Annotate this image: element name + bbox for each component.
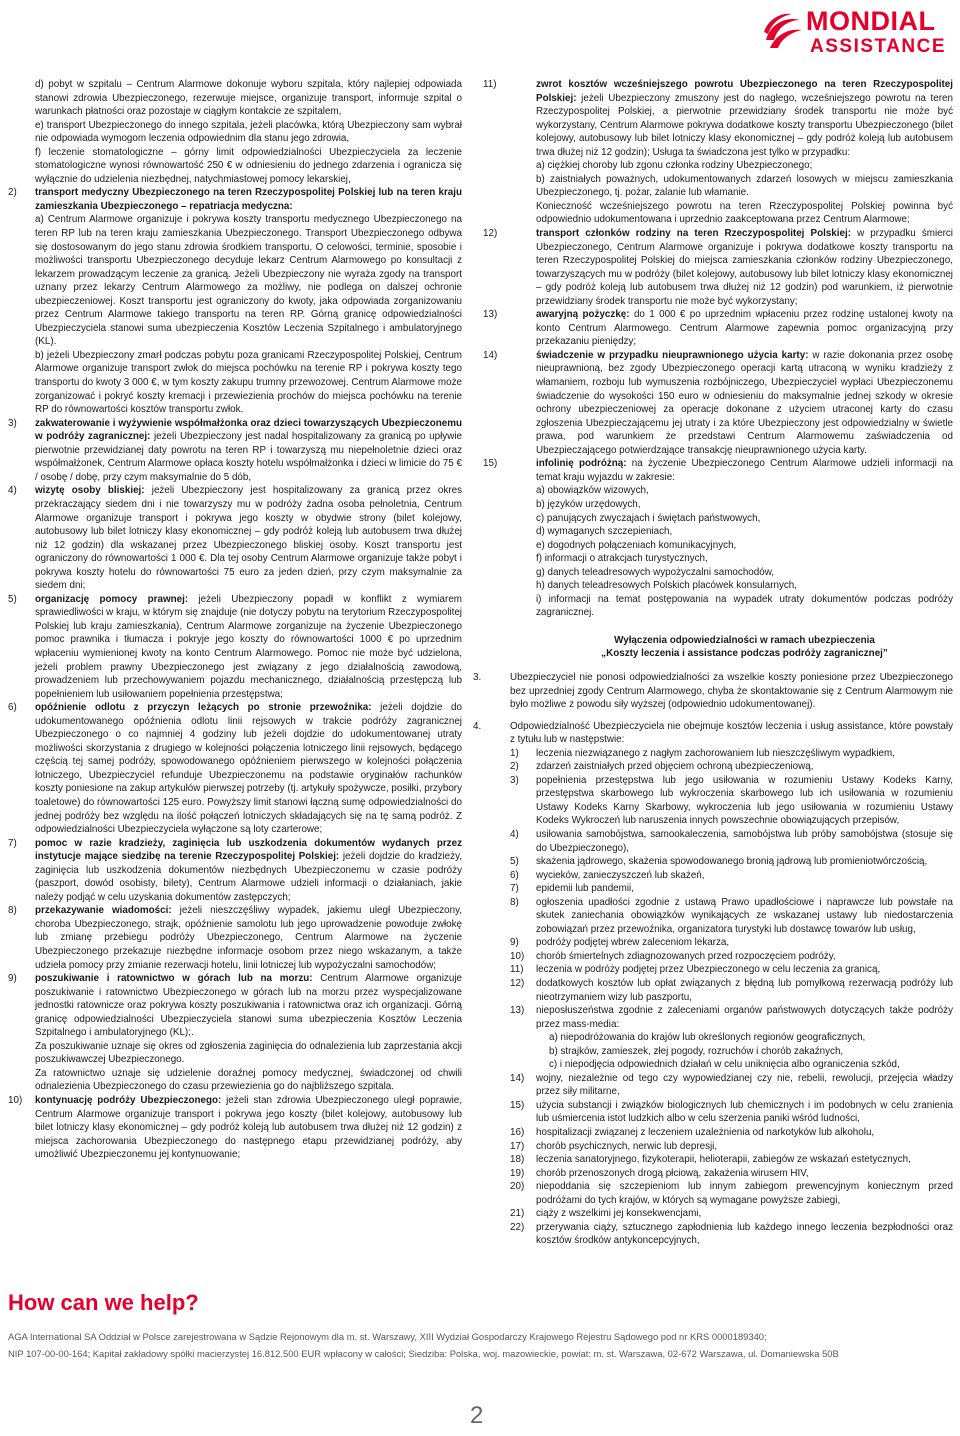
item-body: jeżeli Ubezpieczony popadł w konflikt z wymiarem sprawiedliwości w kraju, w którym się znajduje (nie dotyczy pobytu na terytorium Rzeczypospolitej Polskiej lub kraju zamieszkania), Centrum Alarmowe zorganizuje na życzenie Ubezpieczonego pomoc prawnika i tłumacza i pokryje jego koszty do równowartości 1000 € po uprzednim wpłaceniu wymienionej kwoty na konto Centrum Alarmowego. Pomoc nie może być udzielona, jeżeli problem prawny Ubezpieczonego jest związany z jego działalnością zawodową, prowadzeniem lub przechowywaniem pojazdu mechanicznego, działalnością przestępczą lub popełnieniem lub usiłowaniem popełnienia przestępstwa; [35,593,462,700]
exclusion-number: 5) [510,856,519,868]
item-9 [8,972,462,1040]
exclusion-item [483,828,953,855]
travel-info-item: f) informacji o atrakcjach turystycznych, [536,553,708,565]
exclusion-number: 15) [510,1099,525,1111]
item-body: jeżeli dojdzie do udokumentowanego opóźnienia odlotu linii rejsowych w trakcie podróży zagranicznej Ubezpieczonego o co najmniej 4 godziny lub jeżeli dojdzie do udokumentowanej utraty możliwości skorzystania z drugiego w kolejności połączenia lotniczego linii rejsowych, będącego częścią tej samej podróży, spowodowanego opóźnieniem pierwszego w kolejności połączenia lotniczego, Ubezpieczyciel refunduje Ubezpieczonemu na podstawie oryginałów rachunków koszty poniesione na zakup artykułów pierwszej potrzeby (tj. artykuły spożywcze, posiłki, przybory toaletowe) do równowartości 125 euro. Powyższy limit stanowi łączną sumę odpowiedzialności do jednej podróży bez względu na ilość połączeń lotniczych składających się na tę samą podróż. Z odpowiedzialności Ubezpieczyciela wyłączone są loty czarterowe; [35,702,463,836]
exclusion-item [483,882,953,896]
exclusion-item [483,1072,953,1099]
item-f: f) leczenie stomatologiczne – górny limit odpowiedzialności Ubezpieczyciela za leczenie stomatologiczne wynosi równowartość 250 € w odniesieniu do jednego zdarzenia i ogranicza się wyłącznie do udzielenia niezbędnej, natychmiastowej pomocy lekarskiej, [35,146,462,185]
exclusion-number: 9) [510,937,519,949]
clause-body: Odpowiedzialność Ubezpieczyciela nie obejmuje kosztów leczenia i usług assistance, które powstały z tytułu lub w następstwie: [510,720,953,746]
item-number: 12) [483,228,498,240]
legal-footer [8,1328,953,1362]
item-11 [483,78,953,159]
item-number: 2) [8,187,17,199]
item-11a: a) ciężkiej choroby lub zgonu członka rodziny Ubezpieczonego; [536,160,813,172]
item-number: 5) [8,593,17,605]
item-number: 10) [8,1095,23,1107]
right-column [473,78,953,1248]
exclusion-text: nieposłuszeństwa zgodnie z zaleceniami organów państwowych dotyczących także podróży przez mass-media: [536,1005,953,1030]
item-body: w przypadku śmierci Ubezpieczonego, Centrum Alarmowe organizuje i pokrywa dodatkowe koszty transportu na teren Rzeczypospolitej Polskiej do miejsca zamieszkania członków rodziny Ubezpieczonego, towarzyszących mu w podróży (bilet kolejowy, autobusowy lub bilet lotniczy klasy ekonomicznej – gdy podróż koleją lub autobusem trwa dłużej niż 12 godzin) pod warunkiem, iż pierwotnie przewidziany środek transportu nie może być wykorzystany; [536,228,953,307]
item-heading: opóźnienie odlotu z przyczyn leżących po stronie przewoźnika: [35,702,372,714]
footer-line: AGA International SA Oddział w Polsce zarejestrowana w Sądzie Rejonowym dla m. st. Warszawy, XIII Wydział Gospodarczy Krajowego Rejestru Sądowego pod nr KRS 0000189340; [8,1331,767,1342]
exclusion-text: hospitalizacji związanej z leczeniem uzależnienia od narkotyków lub alkoholu, [536,1127,875,1139]
exclusion-number: 17) [510,1140,525,1152]
item-2b: b) jeżeli Ubezpieczony zmarł podczas pobytu poza granicami Rzeczypospolitej Polskiej, Centrum Alarmowe organizuje transport zwłok do miejsca pochówku na terenie RP i pokrywa koszty tego transportu do kwoty 3 000 €, w tym koszty zakupu trumny przewozowej. Centrum Alarmowe może zorganizować i pokryć koszty kremacji i przewiezienia prochów do miejsca pochówku na terenie RP do równowartości kosztów transportu zwłok. [35,349,462,416]
exclusion-text: wojny, niezależnie od tego czy wypowiedzianej czy nie, rebelii, rewolucji, przejęcia władzy przez siły militarne, [536,1072,953,1098]
item-heading: awaryjną pożyczkę: [536,309,630,321]
exclusion-item [483,747,953,761]
exclusion-number: 21) [510,1208,525,1220]
exclusion-number: 19) [510,1167,525,1179]
item-9-paragraph: Za ratownictwo uznaje się udzielenie doraźnej pomocy medycznej, świadczonej od chwili odnalezienia Ubezpieczonego do czasu przewiezienia go do najbliższego szpitala. [35,1067,462,1093]
exclusion-text: leczenia sanatoryjnego, fizykoterapii, helioterapii, zabiegów ze wskazań estetycznych, [536,1154,911,1166]
item-number: 15) [483,458,498,470]
exclusion-subitem: a) niepodróżowania do krajów lub określonych regionów geograficznych, [549,1032,866,1044]
exclusions-section-title [483,634,953,661]
exclusion-text: popełnienia przestępstwa lub jego usiłowania w rozumieniu Ustawy Kodeks Karny, przestępstwa skarbowego lub wykroczenia skarbowego lub ich usiłowania w rozumieniu Ustawy Kodeks Karny Skarbowy, wykroczenia lub jego usiłowania w rozumieniu Ustawy Kodeks Wykroczeń lub naruszenia innych powszechnie obowiązujących przepisów, [536,774,953,827]
exclusion-item [483,1140,953,1154]
footer-line: NIP 107-00-00-164; Kapitał zakładowy spółki macierzystej 16.812.500 EUR wpłacony w całości; Siedziba: Polska, woj. mazowieckie, powiat: m. st. Warszawa, 02-672 Warszawa, ul. Domaniewska 50B [8,1348,839,1359]
item-heading: pomoc w razie kradzieży, zaginięcia lub uszkodzenia dokumentów wydanych przez instytucje mające siedzibę na terenie Rzeczypospolitej Polskiej: [35,837,462,863]
exclusion-number: 20) [510,1181,525,1193]
travel-info-item: a) obowiązków wizowych, [536,485,649,497]
exclusion-number: 7) [510,883,519,895]
clause-number: 3. [473,671,482,683]
item-body: jeżeli nieszczęśliwy wypadek, jakiemu uległ Ubezpieczony, choroba Ubezpieczonego, strajk, opóźnienie samolotu lub jego uprowadzenie powoduje zwłokę lub zmianę przebiegu podróży Ubezpieczonego, Centrum Alarmowe na życzenie Ubezpieczonego przekazuje niezbędne informacje osobom przez niego wskazanym, a także udziela pomocy przy zmianie rezerwacji hotelu, linii lotniczej lub wypożyczalni samochodów; [35,905,463,971]
exclusion-item [483,936,953,950]
item-10 [8,1094,462,1162]
section-title-line: Wyłączenia odpowiedzialności w ramach ubezpieczenia [614,634,875,646]
clause-4 [473,720,953,747]
item-d: d) pobyt w szpitalu – Centrum Alarmowe dokonuje wyboru szpitala, który najlepiej odpowiada stanowi zdrowia Ubezpieczonego, rezerwuje miejsce, organizuje transport, informuje szpital o warunkach płatności oraz pozostaje w ciągłym kontakcie ze szpitalem, [35,79,462,118]
item-heading: zwrot kosztów wcześniejszego powrotu Ubezpieczonego na teren Rzeczypospolitej Polskiej: [536,79,953,104]
swirl-logo-icon [760,10,804,54]
item-number: 3) [8,417,17,429]
exclusion-number: 2) [510,761,519,773]
item-11b: b) zaistniałych poważnych, udokumentowanych zdarzeń losowych w miejscu zamieszkania Ubezpieczonego, tj. pożar, zalanie lub włamanie. [536,173,953,199]
exclusion-number: 16) [510,1127,525,1139]
item-7 [8,837,462,905]
exclusion-number: 14) [510,1072,525,1084]
item-4 [8,484,462,592]
exclusion-number: 10) [510,950,525,962]
exclusion-item [483,1099,953,1126]
item-heading: transport członków rodziny na teren Rzeczypospolitej Polskiej: [536,228,851,240]
exclusion-item [483,774,953,828]
item-8 [8,904,462,972]
exclusion-text: wycieków, zanieczyszczeń lub skażeń, [536,869,705,881]
item-15 [483,457,953,484]
clause-body: Ubezpieczyciel nie ponosi odpowiedzialności za wszelkie koszty poniesione przez Ubezpieczonego bez uprzedniej zgody Centrum Alarmowego, chyba że skontaktowanie się z Centrum Alarmowym nie było możliwe z powodu siły wyższej (odpowiednio udokumentowanej). [510,671,953,711]
travel-info-item: b) języków urzędowych, [536,498,641,510]
travel-info-item: g) danych teleadresowych wypożyczalni samochodów, [536,566,775,578]
exclusion-item [483,1167,953,1181]
item-heading: zakwaterowanie i wyżywienie współmałżonka oraz dzieci towarzyszących Ubezpieczonemu w podróży zagranicznej: [35,417,462,443]
item-body: do 1 000 € po uprzednim wpłaceniu przez rodzinę ustalonej kwoty na konto Centrum Alarmowego. Centrum Alarmowe zapewnia pomoc organizacyjną przy przekazaniu pieniędzy; [536,309,953,348]
exclusions-list [483,747,953,1248]
exclusion-number: 1) [510,747,519,759]
item-6 [8,701,462,836]
travel-info-item: d) wymaganych szczepieniach, [536,526,673,538]
item-body: w razie dokonania przez osobę nieuprawnioną, bez zgody Ubezpieczonego operacji kartą utraconą w wyniku kradzieży z włamaniem, rozboju lub wymuszenia rozbójniczego, Ubezpieczyciel wypłaci Ubezpieczonemu świadczenie do wysokości 150 euro w odniesieniu do maksymalnie jednej szkody w okresie ochrony ubezpieczeniowej za operacje dokonane z użyciem utraconej karty do czasu zgłoszenia Ubezpieczającemu jej utraty i za które Ubezpieczony jest odpowiedzialny w świetle prawa, pod warunkiem że przedstawi Centrum Alarmowemu zaświadczenia od Ubezpieczającego potwierdzające transakcję nieuprawnionego użycia karty. [536,349,953,456]
exclusion-item [483,963,953,977]
exclusion-item [483,869,953,883]
exclusion-item [483,1180,953,1207]
travel-info-item: c) panujących zwyczajach i świętach państwowych, [536,512,761,524]
item-heading: kontynuację podróży Ubezpieczonego: [35,1095,222,1107]
item-12 [483,227,953,308]
exclusion-text: dodatkowych kosztów lub opłat związanych z błędną lub pomyłkową rezerwacją podróży lub nieotrzymaniem wizy lub paszportu, [536,978,953,1003]
help-heading: How can we help? [8,1290,199,1315]
item-13 [483,308,953,349]
travel-info-item: e) dogodnych połączeniach komunikacyjnych, [536,539,737,551]
clause-3 [473,671,953,712]
exclusion-text: epidemii lub pandemii, [536,883,634,895]
exclusion-text: chorób przenoszonych drogą płciową, zakażenia wirusem HIV, [536,1167,809,1179]
exclusion-text: przerywania ciąży, sztucznego zapłodnienia lub każdego innego leczenia bezpłodności oraz kosztów środków antykoncepcyjnych, [536,1221,953,1247]
exclusion-text: podróży podjętej wbrew zaleceniom lekarza, [536,937,730,949]
exclusion-number: 18) [510,1154,525,1166]
exclusion-number: 3) [510,774,519,786]
exclusion-item [483,1004,953,1031]
item-heading: organizację pomocy prawnej: [35,593,189,605]
exclusion-subitem: b) strajków, zamieszek, złej pogody, rozruchów i chorób zakaźnych, [549,1045,844,1057]
page-number: 2 [470,1402,484,1429]
exclusion-item [483,1153,953,1167]
travel-info-item: h) danych teleadresowych Polskich placówek konsularnych, [536,580,797,592]
item-heading: poszukiwanie i ratownictwo w górach lub na morzu: [35,973,313,985]
exclusion-number: 6) [510,869,519,881]
item-2 [8,186,462,213]
exclusion-item [483,950,953,964]
item-body: Centrum Alarmowe organizuje poszukiwanie i ratownictwo Ubezpieczonego w górach lub na morzu przez wyspecjalizowane jednostki ratownicze oraz pokrywa koszty poszukiwania i ratownictwa oraz ich organizacji. Górną granicę odpowiedzialności Ubezpieczyciela stanowi suma ubezpieczenia Kosztów Leczenia Szpitalnego i ambulatoryjnego (KL);. [35,973,462,1039]
item-body: jeżeli Ubezpieczony zmuszony jest do nagłego, wcześniejszego powrotu na teren Rzeczypospolitej Polskiej, a pierwotnie przewidziany środek transportu nie może być wykorzystany, Centrum Alarmowe pokrywa dodatkowe koszty transportu Ubezpieczonego (bilet kolejowy, autobusowy lub bilet lotniczy klasy ekonomicznej – gdy podróż koleją lub autobusem trwa dłużej niż 12 godzin); Usługa ta świadczona jest tylko w przypadku: [536,92,953,158]
item-number: 7) [8,837,17,849]
item-14 [483,349,953,457]
item-number: 11) [483,79,497,90]
item-body: jeżeli stan zdrowia Ubezpieczonego uległ poprawie, Centrum Alarmowe organizuje transport i pokrywa jego koszty (bilet kolejowy, autobusowy lub bilet lotniczy klasy ekonomicznej – gdy podróż koleją lub autobusem trwa dłużej niż 12 godzin) z miejsca zachorowania Ubezpieczonego do następnego etapu przewidzianej podróży, aby umożliwić Ubezpieczonemu jej kontynuowanie; [35,1095,462,1161]
exclusion-text: leczenia niezwiązanego z nagłym zachorowaniem lub nieszczęśliwym wypadkiem, [536,747,895,759]
exclusion-item [483,977,953,1004]
exclusion-number: 22) [510,1221,525,1233]
exclusion-text: ogłoszenia upadłości zgodnie z ustawą Prawo upadłościowe i naprawcze lub powstałe na skutek zaniechania obowiązków wynikających ze wskazanej ustawy lub niedostarczenia zobowiązań przez przewoźnika, organizatora turystyki lub dostawcę towarów lub usług, [536,896,953,935]
exclusion-item [483,1126,953,1140]
exclusion-text: chorób psychicznych, nerwic lub depresji, [536,1140,718,1152]
exclusion-text: usiłowania samobójstwa, samookaleczenia, samobójstwa lub próby samobójstwa (stosuje się do Ubezpieczonego), [536,828,953,854]
exclusion-number: 4) [510,828,519,840]
item-heading: infolinię podróżną: [536,458,627,470]
exclusion-text: skażenia jądrowego, skażenia spowodowanego bronią jądrową lub promieniotwórczością, [536,856,928,868]
item-number: 4) [8,485,17,497]
item-number: 9) [8,973,17,985]
item-9-paragraph: Za poszukiwanie uznaje się okres od zgłoszenia zaginięcia do odnalezienia lub zaprzestania akcji poszukiwawczej Ubezpieczonego. [35,1040,462,1066]
item-body: jeżeli Ubezpieczony jest nadal hospitalizowany za granicą po upływie pierwotnie przewidzianej daty powrotu na teren RP i towarzyszą mu niepełnoletnie dzieci oraz współmałżonek, Centrum Alarmowe opłaca koszty hotelu współmałżonka i dzieci w limicie do 75 € / osobę / dobę, przy czym maksymalnie do 5 dób, [35,431,463,483]
item-2a: a) Centrum Alarmowe organizuje i pokrywa koszty transportu medycznego Ubezpieczonego na teren RP lub na teren kraju zamieszkania Ubezpieczonego. Transport Ubezpieczonego odbywa się dostosowanym do jego stanu zdrowia środkiem transportu. O celowości, terminie, sposobie i możliwości transportu Ubezpieczonego decyduje lekarz Centrum Alarmowego po konsultacji z lekarzem prowadzącym leczenie za granicą. Jeżeli Ubezpieczony nie wyraża zgody na transport uznany przez lekarzy Centrum Alarmowego za możliwy, nie podlega on dalszej ochronie ubezpieczeniowej. Koszt transportu jest ograniczony do kwoty, jaka odpowiada zorganizowaniu przez Centrum Alarmowe takiego transportu na teren RP. Górną granicę odpowiedzialności Ubezpieczyciela stanowi suma ubezpieczenia Kosztów Leczenia Szpitalnego i ambulatoryjnego (KL). [35,214,462,348]
section-title-line: „Koszty leczenia i assistance podczas podróży zagranicznej” [601,648,888,660]
left-column [8,78,462,1162]
exclusion-text: leczenia w podróży podjętej przez Ubezpieczonego w celu leczenia za granicą, [536,964,881,976]
exclusion-number: 13) [510,1005,525,1017]
item-body: jeżeli Ubezpieczony jest hospitalizowany za granicą przez okres przekraczający siedem dni i nie towarzyszy mu w podróży żadna osoba pełnoletnia, Centrum Alarmowe organizuje transport i pokrywa jego koszty w obydwie strony (bilet kolejowy, autobusowy lub bilet lotniczy klasy ekonomicznej – gdy podróż koleją lub autobusem trwa dłużej niż 12 godzin) dla wskazanej przez Ubezpieczonego bliskiej osoby. Koszt transportu jest ograniczony do równowartości 1 000 €. Dla tej osoby Centrum Alarmowe organizuje także pobyt i pokrywa koszty hotelu do równowartości 75 euro za jeden dzień, przy czym maksymalnie za siedem dni; [35,485,463,592]
item-number: 8) [8,905,17,917]
exclusion-text: niepoddania się szczepieniom lub innym zabiegom prewencyjnym koniecznym przed podróżami do tych krajów, w których są wymagane powyższe zabiegi, [536,1181,953,1206]
exclusion-text: chorób śmiertelnych zdiagnozowanych przed rozpoczęciem podróży, [536,950,836,962]
item-heading: wizytę osoby bliskiej: [35,485,145,497]
brand-name: MONDIAL [806,6,936,36]
travel-info-item: i) informacji na temat postępowania na wypadek utraty dokumentów podczas podróży zagranicznej. [536,593,953,619]
exclusion-item [483,1207,953,1221]
exclusion-item [483,1221,953,1248]
item-body: jeżeli dojdzie do kradzieży, zaginięcia lub uszkodzenia dokumentów niezbędnych Ubezpieczonemu w czasie podróży (paszport, dowód osobisty, bilety), Centrum Alarmowe udzieli informacji o działaniach, jakie należy podjąć w celu uzyskania dokumentów zastępczych; [35,851,462,903]
item-heading: świadczenie w przypadku nieuprawnionego użycia karty: [536,349,809,361]
exclusion-number: 8) [510,896,519,908]
exclusion-item [483,896,953,937]
item-body: na życzenie Ubezpieczonego Centrum Alarmowe udzieli informacji na temat kraju wyjazdu w zakresie: [536,458,953,483]
exclusion-item [483,855,953,869]
item-5 [8,593,462,701]
brand-subname: ASSISTANCE [810,36,947,57]
item-heading: transport medyczny Ubezpieczonego na teren Rzeczypospolitej Polskiej lub na teren kraju zamieszkania Ubezpieczonego – repatriacja medyczna: [35,187,462,212]
item-heading: przekazywanie wiadomości: [35,905,172,917]
travel-info-list [483,484,953,619]
exclusion-text: użycia substancji i związków biologicznych lub chemicznych i im podobnych w celu zranienia lub uśmiercenia istot ludzkich albo w celu szerzenia paniki wśród ludności, [536,1099,953,1125]
clause-number: 4. [473,720,482,732]
exclusion-subitem: c) i niepodjęcia odpowiednich działań w celu uniknięcia albo ograniczenia szkód, [549,1059,900,1071]
item-11-paragraph: Konieczność wcześniejszego powrotu na teren Rzeczypospolitej Polskiej powinna być odpowiednio udokumentowana i uprzednio zaakceptowana przez Centrum Alarmowe; [536,200,953,226]
item-number: 13) [483,309,498,321]
item-number: 6) [8,702,17,714]
exclusion-number: 11) [510,964,524,976]
exclusion-number: 12) [510,978,525,989]
exclusion-text: ciąży z wszelkimi jej konsekwencjami, [536,1208,702,1220]
exclusion-text: zdarzeń zaistniałych przed objęciem ochroną ubezpieczeniową, [536,761,814,773]
mondial-assistance-logo [760,6,956,62]
exclusion-item [483,760,953,774]
item-e: e) transport Ubezpieczonego do innego szpitala, jeżeli placówka, którą Ubezpieczony sam wybrał nie odpowiada wymogom leczenia odpowiednim dla stanu jego zdrowia, [35,119,462,145]
item-number: 14) [483,349,498,361]
item-3 [8,417,462,485]
